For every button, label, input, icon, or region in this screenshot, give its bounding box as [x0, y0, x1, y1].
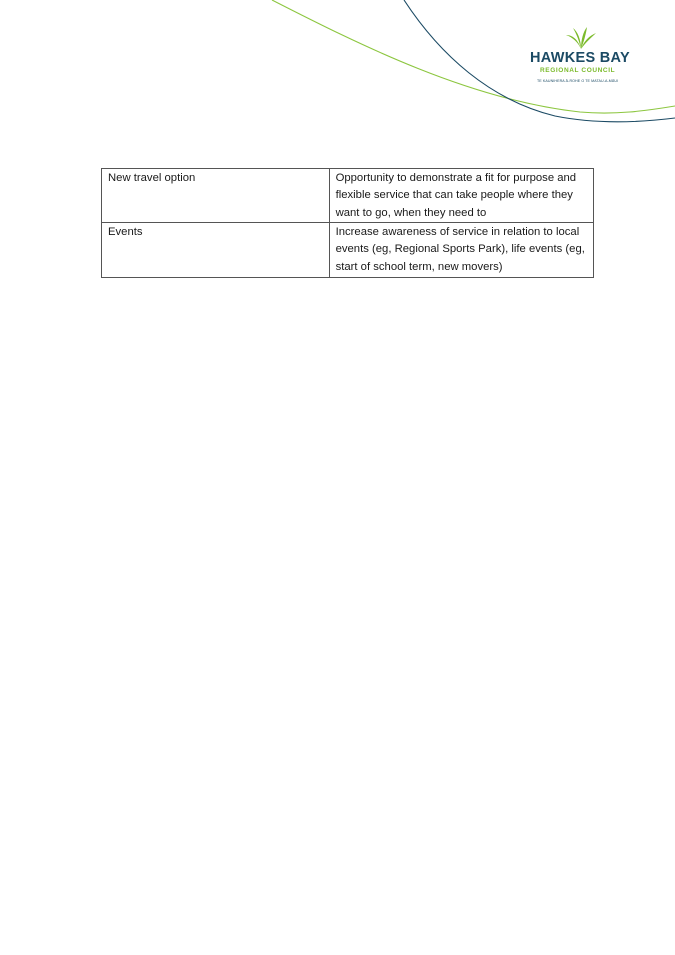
info-table: [101, 168, 594, 278]
logo-title: HAWKES BAY: [530, 50, 630, 66]
table-cell-label: New travel option: [102, 169, 330, 223]
table-cell-description: Increase awareness of service in relation to local events (eg, Regional Sports Park), life events (eg, start of school term, new movers): [329, 223, 593, 277]
table-row: [102, 169, 594, 223]
table-cell-description: Opportunity to demonstrate a fit for purpose and flexible service that can take people where they want to go, when they need to: [329, 169, 593, 223]
table-row: [102, 223, 594, 277]
logo-subtitle: REGIONAL COUNCIL: [540, 67, 616, 74]
logo-tagline: TE KAUNIHERA Ā-ROHE O TE MATAU-A-MĀUI: [537, 79, 619, 83]
table-cell-label: Events: [102, 223, 330, 277]
leaf-icon: [564, 26, 598, 50]
hawkes-bay-logo: [520, 26, 650, 92]
